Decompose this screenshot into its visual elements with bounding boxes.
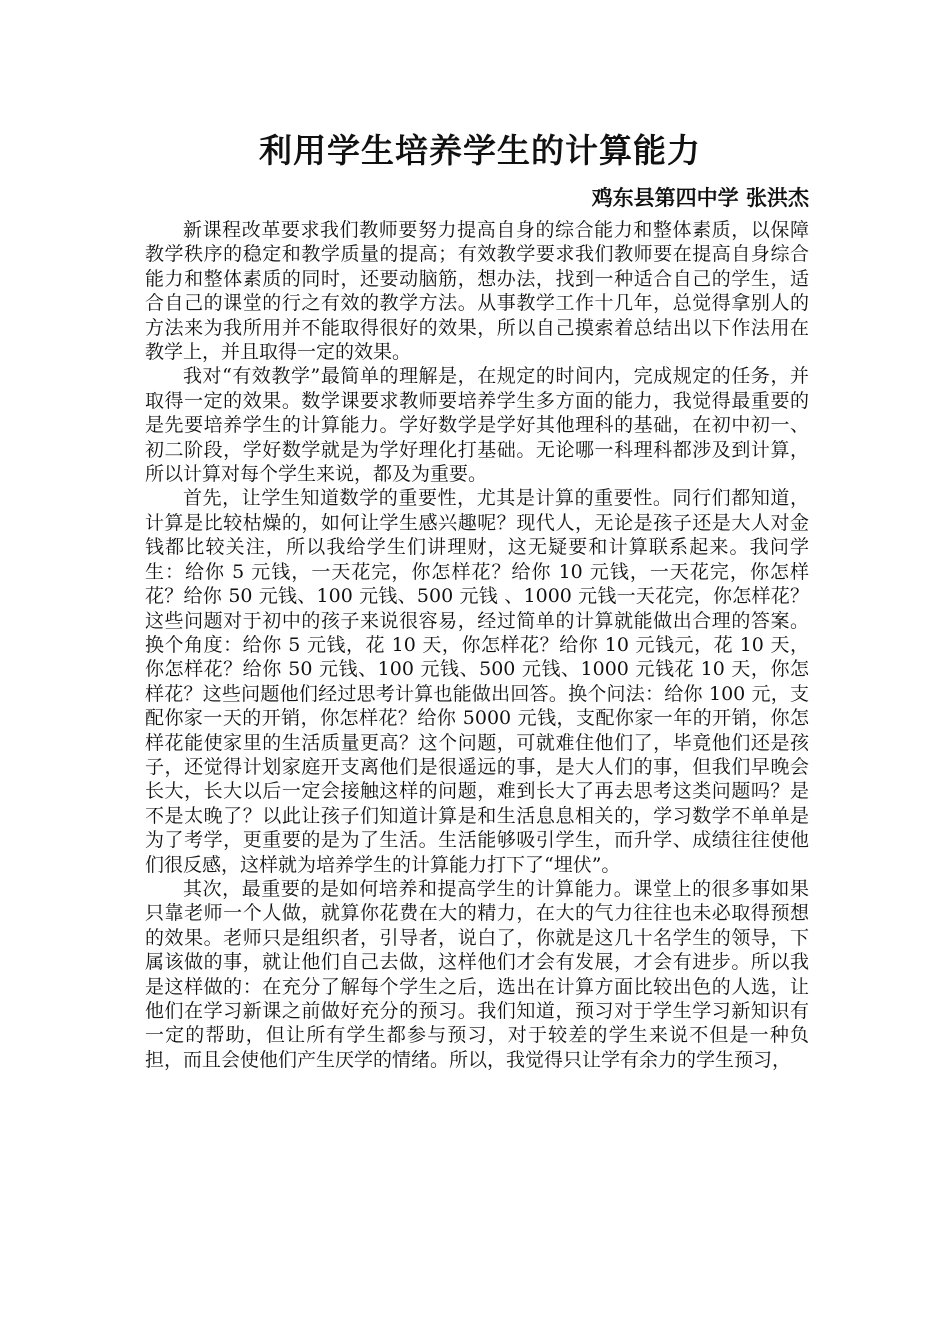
author-byline: 鸡东县第四中学 张洪杰 <box>591 185 809 210</box>
paragraph: 新课程改革要求我们教师要努力提高自身的综合能力和整体素质，以保障教学秩序的稳定和教学质量的提高；有效教学要求我们教师要在提高自身综合能力和整体素质的同时，还要动脑筋，想办法，找到一种适合自己的学生，适合自己的课堂的行之有效的教学方法。从事教学工作十几年，总觉得拿别人的方法来为我所用并不能取得很好的效果，所以自己摸索着总结出以下作法用在教学上，并且取得一定的效果。 <box>145 219 809 364</box>
paragraph: 首先，让学生知道数学的重要性，尤其是计算的重要性。同行们都知道，计算是比较枯燥的，如何让学生感兴趣呢？现代人，无论是孩子还是大人对金钱都比较关注，所以我给学生们讲理财，这无疑要和计算联系起来。我问学生：给你 5 元钱，一天花完，你怎样花？给你 10 元钱，一天花完，你怎样花？给你 50 元钱、100 元钱、500 元钱 、1000 元钱一天花完，你怎样花？这些问题对于初中的孩子来说很容易，经过简单的计算就能做出合理的答案。换个角度：给你 5 元钱，花 10 天，你怎样花？给你 10 元钱元，花 10 天，你怎样花？给你 50 元钱、100 元钱、500 元钱、1000 元钱花 10 天，你怎样花？这些问题他们经过思考计算也能做出回答。换个问法：给你 100 元，支配你家一天的开销，你怎样花？给你 5000 元钱，支配你家一年的开销，你怎样花能使家里的生活质量更高？这个问题，可就难住他们了，毕竟他们还是孩子，还觉得计划家庭开支离他们是很遥远的事，是大人们的事，但我们早晚会长大，长大以后一定会接触这样的问题，难到长大了再去思考这类问题吗？是不是太晚了？以此让孩子们知道计算是和生活息息相关的，学习数学不单单是为了考学，更重要的是为了生活。生活能够吸引学生，而升学、成绩往往使他们很反感，这样就为培养学生的计算能力打下了“埋伏”。 <box>145 487 809 876</box>
document-title: 利用学生培养学生的计算能力 <box>259 131 701 170</box>
document-page <box>145 0 809 1072</box>
paragraph: 其次，最重要的是如何培养和提高学生的计算能力。课堂上的很多事如果只靠老师一个人做，就算你花费在大的精力，在大的气力往往也未必取得预想的效果。老师只是组织者，引导者，说白了，你就是这几十名学生的领导，下属该做的事，就让他们自己去做，这样他们才会有发展，才会有进步。所以我是这样做的：在充分了解每个学生之后，选出在计算方面比较出色的人选，让他们在学习新课之前做好充分的预习。我们知道，预习对于学生学习新知识有一定的帮助，但让所有学生都参与预习，对于较差的学生来说不但是一种负担，而且会使他们产生厌学的情绪。所以，我觉得只让学有余力的学生预习， <box>145 877 809 1071</box>
paragraph: 我对“有效教学”最简单的理解是，在规定的时间内，完成规定的任务，并取得一定的效果。数学课要求教师要培养学生多方面的能力，我觉得最重要的是先要培养学生的计算能力。学好数学是学好其他理科的基础，在初中初一、初二阶段，学好数学就是为学好理化打基础。无论哪一科理科都涉及到计算，所以计算对每个学生来说，都及为重要。 <box>145 365 809 486</box>
document-body <box>145 218 809 1072</box>
